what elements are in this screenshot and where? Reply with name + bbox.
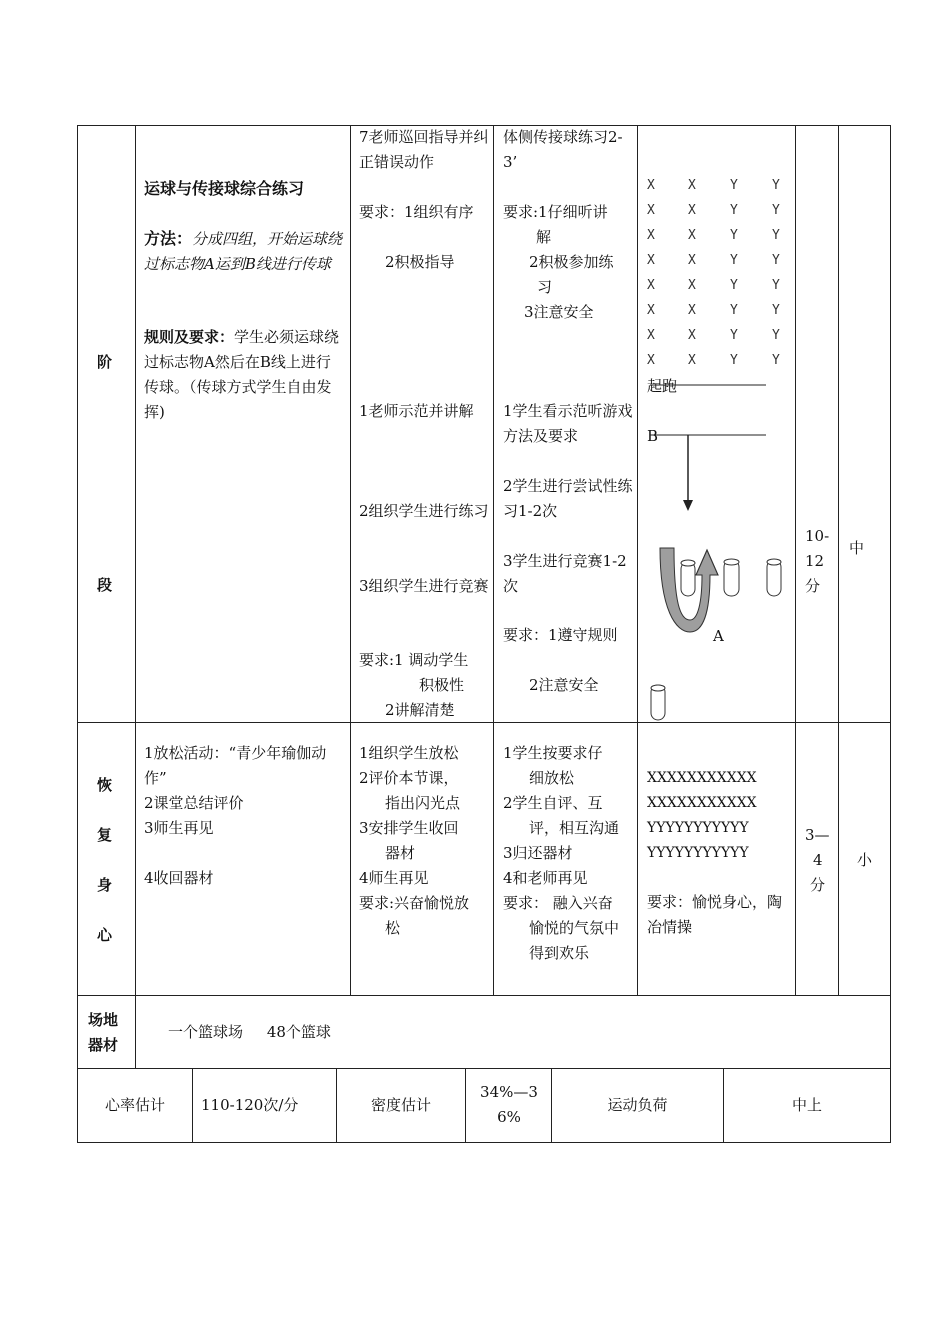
venue-label: 场地器材 [88, 1011, 119, 1054]
formation-marker: X [647, 328, 655, 343]
recovery-teacher-1: 1组织学生放松 [359, 744, 459, 762]
grid-line [77, 1142, 890, 1143]
recovery-student-4: 4和老师再见 [503, 869, 588, 887]
formation-marker: Y [772, 278, 780, 293]
recovery-student-2-cont: 评，相互沟通 [529, 819, 620, 837]
density-value: 34%—36% [480, 1083, 538, 1126]
recovery-formation-row-3: YYYYYYYYYYY [647, 820, 749, 836]
recovery-time-c: 分 [810, 876, 826, 894]
grid-line [77, 995, 890, 996]
formation-marker: Y [730, 203, 738, 218]
recovery-label-2: 复 [97, 826, 113, 844]
teacher-step-7: 7老师巡回指导并纠正错误动作 [359, 128, 489, 171]
recovery-formation-row-2: XXXXXXXXXXX [647, 795, 757, 811]
recovery-student-2: 2学生自评、互 [503, 794, 603, 812]
grid-line [795, 125, 796, 995]
formation-marker: Y [772, 178, 780, 193]
recovery-formation-row-4: YYYYYYYYYYY [647, 845, 749, 861]
recovery-student-5-cont2: 得到欢乐 [529, 944, 590, 962]
recovery-teacher-5: 要求:兴奋愉悦放 [359, 894, 470, 912]
formation-marker: Y [772, 303, 780, 318]
load-label: 运动负荷 [607, 1096, 668, 1114]
student-step-3: 3学生进行竞赛1-2次 [503, 552, 627, 595]
formation-marker: X [688, 253, 696, 268]
formation-marker: X [688, 278, 696, 293]
grid-line [493, 125, 494, 995]
formation-marker: X [647, 228, 655, 243]
grid-line [350, 125, 351, 995]
drill-diagram [638, 370, 794, 722]
density-label: 密度估计 [370, 1096, 431, 1114]
teacher-step-3: 3组织学生进行竞赛 [359, 577, 489, 595]
b-line-label: B [647, 427, 659, 445]
grid-line [77, 125, 78, 1143]
recovery-content-2: 2课堂总结评价 [144, 794, 244, 812]
cone-icon [681, 560, 695, 596]
student-requirement-b: 要求：1遵守规则 [503, 626, 618, 644]
teacher-requirement-a2: 2积极指导 [385, 253, 455, 271]
recovery-content-1: 1放松活动：“青少年瑜伽动作” [144, 744, 327, 787]
formation-marker: Y [730, 278, 738, 293]
recovery-formation-requirement: 要求：愉悦身心，陶冶情操 [647, 893, 783, 936]
formation-marker: X [688, 203, 696, 218]
heart-rate-value: 110-120次/分 [201, 1096, 299, 1114]
formation-marker: X [688, 328, 696, 343]
a-marker-label: A [713, 627, 724, 645]
recovery-teacher-5-cont: 松 [385, 919, 401, 937]
formation-marker: Y [772, 228, 780, 243]
formation-marker: Y [772, 203, 780, 218]
recovery-teacher-3: 3安排学生收回 [359, 819, 459, 837]
stage-label-bottom: 段 [97, 576, 113, 594]
teacher-requirement-b-cont: 积极性 [419, 676, 465, 694]
formation-marker: X [647, 278, 655, 293]
activity-title: 运球与传接球综合练习 [144, 179, 305, 198]
recovery-label-1: 恢 [97, 776, 113, 794]
teacher-requirement-b2: 2讲解清楚 [385, 701, 455, 719]
formation-marker: Y [730, 178, 738, 193]
formation-marker: Y [730, 253, 738, 268]
grid-line [192, 1068, 193, 1142]
formation-marker: X [647, 178, 655, 193]
formation-marker: Y [772, 253, 780, 268]
recovery-label-4: 心 [97, 926, 113, 944]
method-paragraph [144, 226, 344, 277]
stage-time: 10-12分 [805, 527, 830, 595]
grid-line [890, 125, 891, 1143]
venue-value: 一个篮球场 48个篮球 [168, 1023, 331, 1041]
start-line-label: 起跑 [647, 377, 678, 395]
recovery-teacher-2: 2评价本节课， [359, 769, 459, 787]
recovery-student-1: 1学生按要求仔 [503, 744, 603, 762]
grid-line [838, 125, 839, 995]
student-step-1: 1学生看示范听游戏方法及要求 [503, 402, 633, 445]
formation-marker: X [688, 303, 696, 318]
formation-marker: X [647, 253, 655, 268]
grid-line [77, 722, 890, 723]
teacher-step-1: 1老师示范并讲解 [359, 402, 474, 420]
formation-marker: Y [730, 353, 738, 368]
formation-marker: X [647, 203, 655, 218]
recovery-label-3: 身 [97, 876, 113, 894]
recovery-student-5: 要求： 融入兴奋 [503, 894, 613, 912]
recovery-intensity: 小 [857, 851, 873, 869]
student-requirement-a3: 3注意安全 [524, 303, 594, 321]
heart-rate-label: 心率估计 [104, 1096, 165, 1114]
student-requirement-a2-cont: 习 [537, 278, 553, 296]
arrowhead-icon [683, 500, 693, 511]
student-side-pass: 体侧传接球练习2-3’ [503, 128, 623, 171]
stage-label-top: 阶 [97, 353, 113, 371]
teacher-step-2: 2组织学生进行练习 [359, 502, 489, 520]
grid-line [77, 1068, 890, 1069]
formation-marker: X [688, 228, 696, 243]
recovery-content-4: 4收回器材 [144, 869, 214, 887]
rules-text: 学生必须运球绕过标志物A然后在B线上进行传球。（传球方式学生自由发挥) [144, 328, 340, 421]
grid-line [465, 1068, 466, 1142]
formation-marker: X [688, 353, 696, 368]
grid-line [135, 125, 136, 1068]
cone-icon [724, 559, 739, 596]
recovery-teacher-4: 4师生再见 [359, 869, 429, 887]
recovery-time-b: 4 [813, 851, 823, 869]
formation-marker: Y [772, 353, 780, 368]
student-requirement-a: 要求:1仔细听讲 [503, 203, 608, 221]
formation-marker: Y [730, 303, 738, 318]
recovery-time-a: 3— [805, 826, 830, 844]
recovery-teacher-2-cont: 指出闪光点 [385, 794, 461, 812]
formation-marker: Y [772, 328, 780, 343]
recovery-content-3: 3师生再见 [144, 819, 214, 837]
method-label: 方法： [144, 229, 193, 248]
teacher-requirement-a: 要求：1组织有序 [359, 203, 474, 221]
recovery-student-1-cont: 细放松 [529, 769, 575, 787]
recovery-teacher-3-cont: 器材 [385, 844, 416, 862]
rules-paragraph [144, 325, 344, 425]
formation-marker: X [647, 303, 655, 318]
rules-label: 规则及要求： [144, 328, 235, 346]
recovery-student-5-cont: 愉悦的气氛中 [529, 919, 620, 937]
student-requirement-b2: 2注意安全 [529, 676, 599, 694]
student-step-2: 2学生进行尝试性练习1-2次 [503, 477, 633, 520]
student-requirement-a2: 2积极参加练 [529, 253, 614, 271]
teacher-requirement-b: 要求:1 调动学生 [359, 651, 469, 669]
formation-marker: Y [730, 228, 738, 243]
formation-marker: X [647, 353, 655, 368]
formation-marker: Y [730, 328, 738, 343]
recovery-formation-row-1: XXXXXXXXXXX [647, 770, 757, 786]
recovery-student-3: 3归还器材 [503, 844, 573, 862]
load-value: 中上 [791, 1096, 822, 1114]
stage-intensity: 中 [849, 539, 865, 557]
method-text: 分成四组，开始运球绕过标志物A运到B线进行传球 [144, 230, 343, 273]
student-requirement-a-cont: 解 [536, 228, 552, 246]
cone-icon [767, 559, 781, 596]
formation-marker: X [688, 178, 696, 193]
cone-icon [651, 685, 665, 720]
